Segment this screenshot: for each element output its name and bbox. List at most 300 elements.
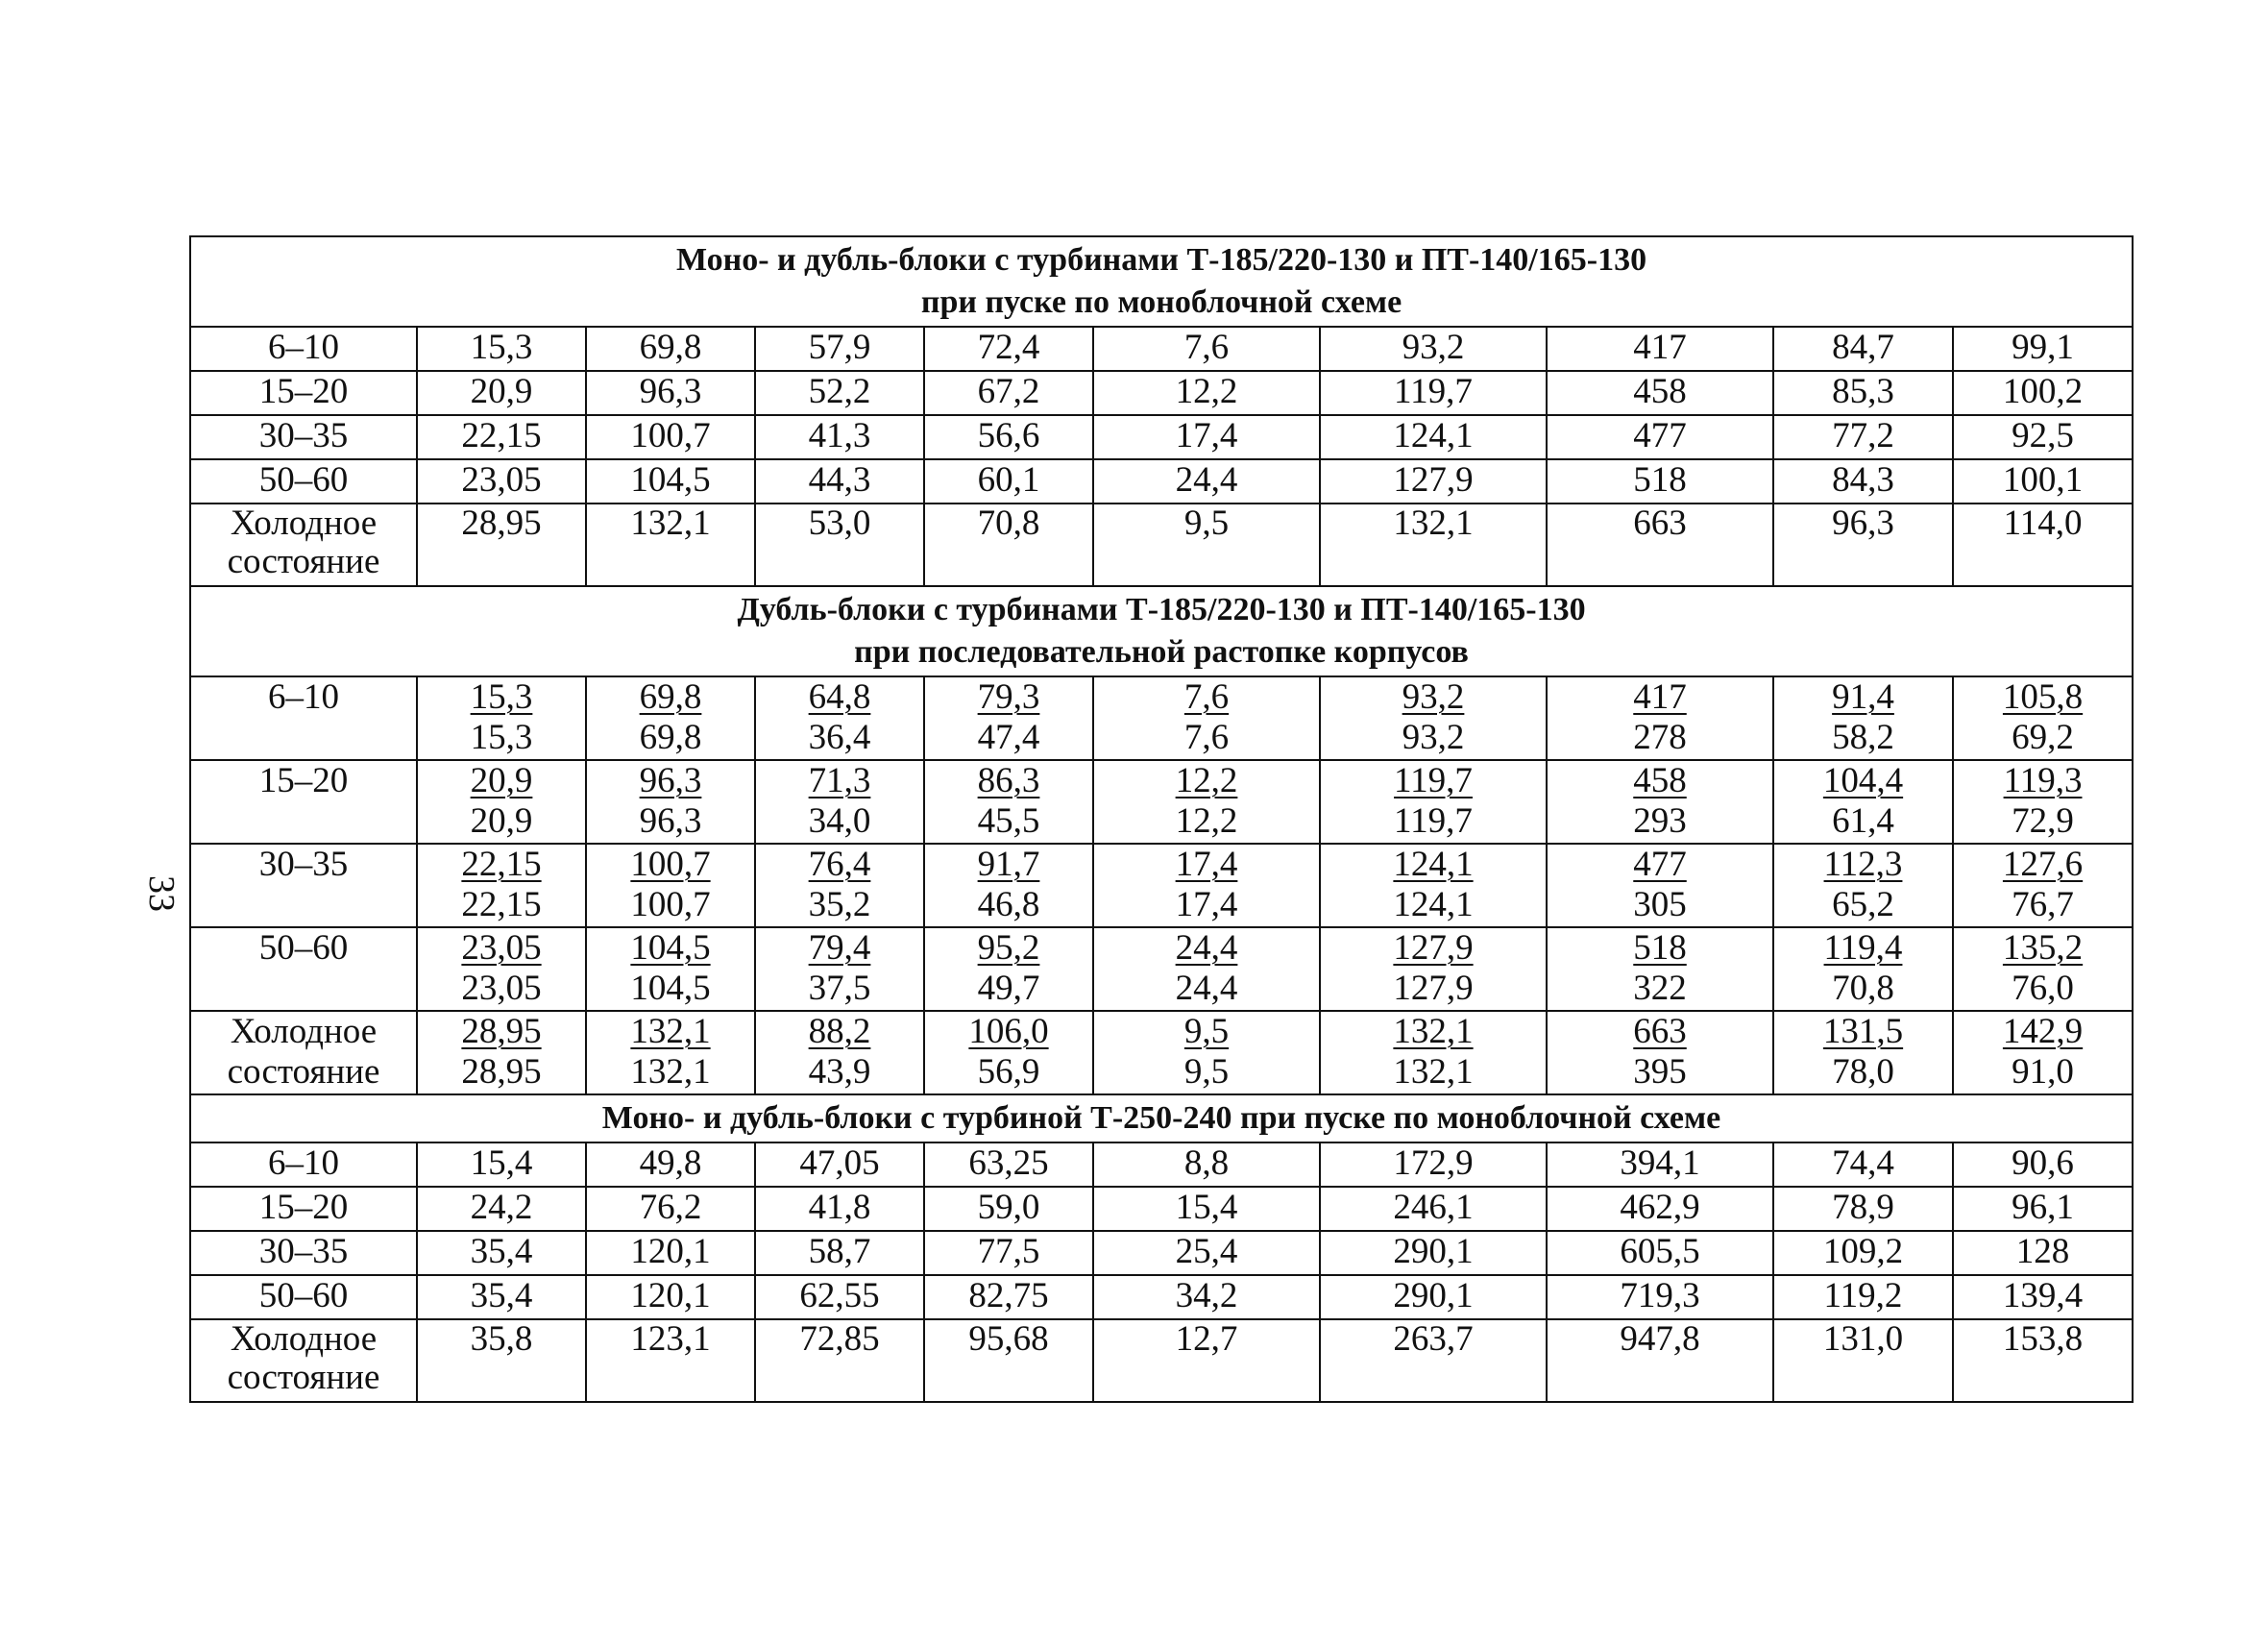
row-label-line: 6–10 [268,677,339,717]
section-title-line: при пуске по моноблочной схеме [920,284,1402,320]
cell-value-top: 112,3 [1823,845,1903,884]
table-cell [1953,327,2133,371]
cell-value-bottom: 100,7 [630,885,711,924]
table-cell [1320,371,1547,415]
cell-value: 15,3 [470,328,533,367]
table-cell [417,676,586,760]
table-cell [924,760,1093,844]
table-cell [1953,1142,2133,1187]
table-cell [1953,1187,2133,1231]
cell-value: 127,9 [1393,460,1474,500]
table-cell [1320,459,1547,504]
cell-value: 518 [1633,460,1687,500]
cell-value-bottom: 7,6 [1183,718,1230,757]
cell-value: 85,3 [1832,372,1894,411]
cell-value-bottom: 78,0 [1832,1052,1894,1092]
table-row [190,1011,2133,1094]
cell-value-bottom: 322 [1633,969,1687,1008]
cell-value: 417 [1633,328,1687,367]
table-cell [1547,504,1773,586]
table-cell [1547,760,1773,844]
table-cell [1547,1011,1773,1094]
table-cell [924,844,1093,927]
cell-value: 462,9 [1620,1188,1700,1227]
table-cell [755,844,924,927]
table-cell [924,927,1093,1011]
page-number: 33 [141,875,182,912]
cell-value: 131,0 [1822,1319,1904,1359]
row-label-line: 30–35 [258,845,349,884]
table-cell [1093,676,1320,760]
table-cell [755,1275,924,1319]
table-cell [1773,1187,1953,1231]
table-cell [1093,371,1320,415]
row-label [190,760,417,844]
table-cell [1953,1011,2133,1094]
cell-value: 120,1 [630,1232,711,1271]
cell-value-top: 417 [1633,677,1687,717]
table-cell [1773,371,1953,415]
row-label-line: 15–20 [258,761,349,800]
table-cell [924,327,1093,371]
cell-value: 96,1 [2012,1188,2074,1227]
cell-value-bottom: 132,1 [630,1052,711,1092]
cell-value-bottom: 49,7 [977,969,1040,1008]
table-cell [924,1319,1093,1402]
row-label-line: состояние [227,542,380,581]
table-body [190,236,2133,1402]
cell-value-bottom: 127,9 [1393,969,1474,1008]
cell-value-bottom: 69,8 [639,718,702,757]
table-cell [1547,415,1773,459]
section-header-row [190,586,2133,676]
table-cell [1773,1231,1953,1275]
table-cell [1953,927,2133,1011]
cell-value-top: 76,4 [808,845,871,884]
cell-value-bottom: 23,05 [461,969,542,1008]
row-label [190,371,417,415]
row-label-line: 50–60 [258,928,349,968]
table-cell [1773,504,1953,586]
cell-value-bottom: 293 [1633,801,1687,841]
section-title-line: Дубль-блоки с турбинами Т-185/220-130 и ПТ-140/165-130 [737,592,1586,627]
cell-value-top: 127,6 [2002,845,2084,884]
row-label [190,459,417,504]
row-label-line: состояние [227,1052,380,1092]
cell-value-bottom: 93,2 [1402,718,1465,757]
table-cell [1093,1319,1320,1402]
cell-value: 109,2 [1822,1232,1904,1271]
table-cell [586,1142,755,1187]
table-cell [755,415,924,459]
table-cell [1773,1319,1953,1402]
table-cell [1320,327,1547,371]
table-row [190,459,2133,504]
table-cell [586,927,755,1011]
table-row [190,760,2133,844]
cell-value-top: 518 [1633,928,1687,968]
cell-value-top: 15,3 [470,677,533,717]
table-row [190,415,2133,459]
cell-value-bottom: 132,1 [1393,1052,1474,1092]
table-cell [1547,676,1773,760]
cell-value-bottom: 45,5 [977,801,1040,841]
table-cell [1773,844,1953,927]
table-cell [417,1142,586,1187]
cell-value: 119,2 [1823,1276,1903,1315]
cell-value: 99,1 [2012,328,2074,367]
cell-value: 114,0 [2003,504,2083,543]
table-cell [417,1319,586,1402]
row-label [190,1275,417,1319]
table-cell [586,760,755,844]
cell-value-top: 142,9 [2002,1012,2084,1051]
cell-value-top: 69,8 [639,677,702,717]
table-cell [1320,504,1547,586]
table-cell [755,1231,924,1275]
cell-value: 49,8 [639,1143,702,1183]
table-cell [1093,760,1320,844]
table-cell [1773,676,1953,760]
table-cell [1547,1275,1773,1319]
table-cell [586,415,755,459]
row-label [190,504,417,586]
cell-value-bottom: 35,2 [808,885,871,924]
table-cell [1320,1187,1547,1231]
cell-value: 100,1 [2002,460,2084,500]
cell-value-top: 458 [1633,761,1687,800]
table-cell [417,1011,586,1094]
cell-value: 96,3 [639,372,702,411]
cell-value-bottom: 305 [1633,885,1687,924]
table-cell [1773,415,1953,459]
table-cell [1953,1275,2133,1319]
table-cell [1547,459,1773,504]
table-row [190,1187,2133,1231]
table-cell [1320,1275,1547,1319]
table-cell [417,1231,586,1275]
cell-value-bottom: 76,7 [2012,885,2074,924]
cell-value-bottom: 69,2 [2012,718,2074,757]
cell-value: 60,1 [977,460,1040,500]
row-label [190,327,417,371]
cell-value: 78,9 [1832,1188,1894,1227]
section-title-line: при последовательной растопке корпусов [854,634,1469,670]
cell-value: 458 [1633,372,1687,411]
table-cell [1773,1142,1953,1187]
cell-value: 53,0 [808,504,871,543]
table-cell [417,760,586,844]
row-label [190,1319,417,1402]
cell-value: 72,4 [977,328,1040,367]
cell-value-bottom: 72,9 [2012,801,2074,841]
cell-value: 41,8 [808,1188,871,1227]
cell-value-bottom: 28,95 [461,1052,542,1092]
cell-value: 52,2 [808,372,871,411]
cell-value: 47,05 [799,1143,880,1183]
table-cell [1547,1231,1773,1275]
cell-value-top: 71,3 [808,761,871,800]
cell-value: 246,1 [1393,1188,1474,1227]
table-cell [417,1187,586,1231]
cell-value-bottom: 37,5 [808,969,871,1008]
cell-value: 95,68 [968,1319,1049,1359]
cell-value: 719,3 [1620,1276,1700,1315]
cell-value: 90,6 [2012,1143,2074,1183]
table-cell [1953,1319,2133,1402]
cell-value-bottom: 61,4 [1832,801,1894,841]
cell-value-top: 91,7 [977,845,1040,884]
table-row [190,927,2133,1011]
cell-value-bottom: 9,5 [1183,1052,1230,1092]
cell-value: 25,4 [1175,1232,1238,1271]
cell-value-bottom: 278 [1633,718,1687,757]
cell-value: 124,1 [1393,416,1474,455]
cell-value-top: 104,4 [1822,761,1904,800]
table-cell [1547,844,1773,927]
cell-value: 56,6 [977,416,1040,455]
cell-value-top: 132,1 [1393,1012,1474,1051]
table-cell [755,327,924,371]
table-cell [586,844,755,927]
table-cell [1953,504,2133,586]
cell-value: 67,2 [977,372,1040,411]
table-cell [1093,459,1320,504]
cell-value-top: 119,3 [2003,761,2083,800]
table-cell [586,1231,755,1275]
cell-value: 605,5 [1620,1232,1700,1271]
table-row [190,1231,2133,1275]
cell-value-top: 91,4 [1832,677,1894,717]
cell-value-bottom: 124,1 [1393,885,1474,924]
table-cell [755,760,924,844]
table-cell [1547,927,1773,1011]
cell-value: 41,3 [808,416,871,455]
cell-value: 76,2 [639,1188,702,1227]
table-row [190,327,2133,371]
table-cell [1093,1142,1320,1187]
cell-value-top: 106,0 [968,1012,1049,1051]
row-label-line: 15–20 [258,1188,349,1227]
cell-value-top: 86,3 [977,761,1040,800]
table-cell [924,676,1093,760]
table-row [190,844,2133,927]
table-cell [1320,1142,1547,1187]
table-cell [1547,1319,1773,1402]
table-cell [417,327,586,371]
cell-value: 20,9 [470,372,533,411]
cell-value: 12,2 [1175,372,1238,411]
row-label-line: Холодное [230,1319,378,1359]
cell-value-top: 95,2 [977,928,1040,968]
table-cell [755,1319,924,1402]
table-cell [1953,760,2133,844]
cell-value: 35,4 [470,1276,533,1315]
row-label [190,844,417,927]
cell-value-bottom: 70,8 [1832,969,1894,1008]
table-cell [1093,927,1320,1011]
cell-value-bottom: 46,8 [977,885,1040,924]
row-label [190,676,417,760]
cell-value: 132,1 [1393,504,1474,543]
cell-value-bottom: 91,0 [2012,1052,2074,1092]
cell-value: 263,7 [1393,1319,1474,1359]
table-cell [755,371,924,415]
table-cell [1953,844,2133,927]
row-label [190,1231,417,1275]
table-cell [1547,1142,1773,1187]
section-header-row [190,1094,2133,1142]
cell-value-top: 132,1 [630,1012,711,1051]
table-cell [586,327,755,371]
cell-value: 132,1 [630,504,711,543]
cell-value: 290,1 [1393,1276,1474,1315]
table-cell [1093,1011,1320,1094]
cell-value-top: 127,9 [1393,928,1474,968]
row-label-line: 6–10 [268,1143,339,1183]
table-row [190,676,2133,760]
cell-value-bottom: 96,3 [639,801,702,841]
cell-value: 92,5 [2012,416,2074,455]
cell-value-top: 119,4 [1823,928,1903,968]
table-cell [924,1011,1093,1094]
cell-value: 44,3 [808,460,871,500]
cell-value: 72,85 [799,1319,880,1359]
table-cell [586,1275,755,1319]
table-cell [755,676,924,760]
table-cell [586,1319,755,1402]
cell-value-bottom: 24,4 [1175,969,1238,1008]
cell-value-bottom: 17,4 [1175,885,1238,924]
table-cell [755,927,924,1011]
cell-value: 139,4 [2002,1276,2084,1315]
cell-value-top: 96,3 [639,761,702,800]
cell-value: 290,1 [1393,1232,1474,1271]
cell-value: 77,2 [1832,416,1894,455]
table-cell [1093,1231,1320,1275]
table-cell [924,1275,1093,1319]
table-cell [1547,1187,1773,1231]
table-cell [924,371,1093,415]
cell-value: 119,7 [1394,372,1473,411]
cell-value: 96,3 [1832,504,1894,543]
table-cell [1320,1231,1547,1275]
cell-value: 22,15 [461,416,542,455]
cell-value-top: 88,2 [808,1012,871,1051]
table-cell [1773,760,1953,844]
row-label-line: Холодное [230,504,378,543]
table-cell [924,1142,1093,1187]
row-label-line: 30–35 [258,416,349,455]
table-cell [924,1231,1093,1275]
cell-value-top: 79,3 [977,677,1040,717]
cell-value: 77,5 [977,1232,1040,1271]
cell-value: 23,05 [461,460,542,500]
cell-value-top: 105,8 [2002,677,2084,717]
cell-value: 59,0 [977,1188,1040,1227]
section-title [190,236,2133,327]
table-row [190,1275,2133,1319]
table-cell [417,415,586,459]
table-cell [1773,927,1953,1011]
table-cell [417,927,586,1011]
table-row [190,371,2133,415]
cell-value: 58,7 [808,1232,871,1271]
cell-value: 663 [1633,504,1687,543]
table-cell [1773,459,1953,504]
section-header-row [190,236,2133,327]
table-cell [417,1275,586,1319]
table-cell [1773,1011,1953,1094]
cell-value: 84,7 [1832,328,1894,367]
cell-value: 28,95 [461,504,542,543]
cell-value-top: 24,4 [1175,928,1238,968]
table-cell [586,676,755,760]
cell-value-top: 17,4 [1175,845,1238,884]
table-row [190,504,2133,586]
cell-value-bottom: 20,9 [470,801,533,841]
table-cell [586,1011,755,1094]
cell-value-top: 79,4 [808,928,871,968]
cell-value: 947,8 [1620,1319,1700,1359]
table-cell [1547,371,1773,415]
table-cell [924,504,1093,586]
cell-value: 35,8 [470,1319,533,1359]
section-title-line: Моно- и дубль-блоки с турбиной Т-250-240 при пуске по моноблочной схеме [601,1100,1721,1136]
cell-value: 70,8 [977,504,1040,543]
cell-value: 100,7 [630,416,711,455]
table-row [190,1319,2133,1402]
cell-value-bottom: 47,4 [977,718,1040,757]
row-label-line: 50–60 [258,1276,349,1315]
cell-value: 93,2 [1402,328,1465,367]
cell-value: 9,5 [1183,504,1230,543]
cell-value: 15,4 [470,1143,533,1183]
table-cell [1953,676,2133,760]
cell-value: 34,2 [1175,1276,1238,1315]
cell-value: 100,2 [2002,372,2084,411]
table-cell [586,371,755,415]
cell-value-top: 663 [1633,1012,1687,1051]
table-cell [1093,1275,1320,1319]
cell-value: 477 [1633,416,1687,455]
table-cell [1953,371,2133,415]
row-label [190,415,417,459]
table-cell [924,415,1093,459]
cell-value: 394,1 [1620,1143,1700,1183]
table-cell [1953,415,2133,459]
row-label-line: 6–10 [268,328,339,367]
table-cell [1093,1187,1320,1231]
cell-value-bottom: 58,2 [1832,718,1894,757]
cell-value: 128 [2015,1232,2070,1271]
table-cell [1093,415,1320,459]
row-label [190,1187,417,1231]
table-cell [1093,327,1320,371]
cell-value-top: 64,8 [808,677,871,717]
table-cell [417,844,586,927]
table-cell [1320,760,1547,844]
cell-value: 69,8 [639,328,702,367]
cell-value: 62,55 [799,1276,880,1315]
table-cell [586,459,755,504]
cell-value-bottom: 36,4 [808,718,871,757]
cell-value: 123,1 [630,1319,711,1359]
cell-value-bottom: 56,9 [977,1052,1040,1092]
table-cell [586,1187,755,1231]
row-label-line: состояние [227,1358,380,1397]
table-cell [1093,844,1320,927]
